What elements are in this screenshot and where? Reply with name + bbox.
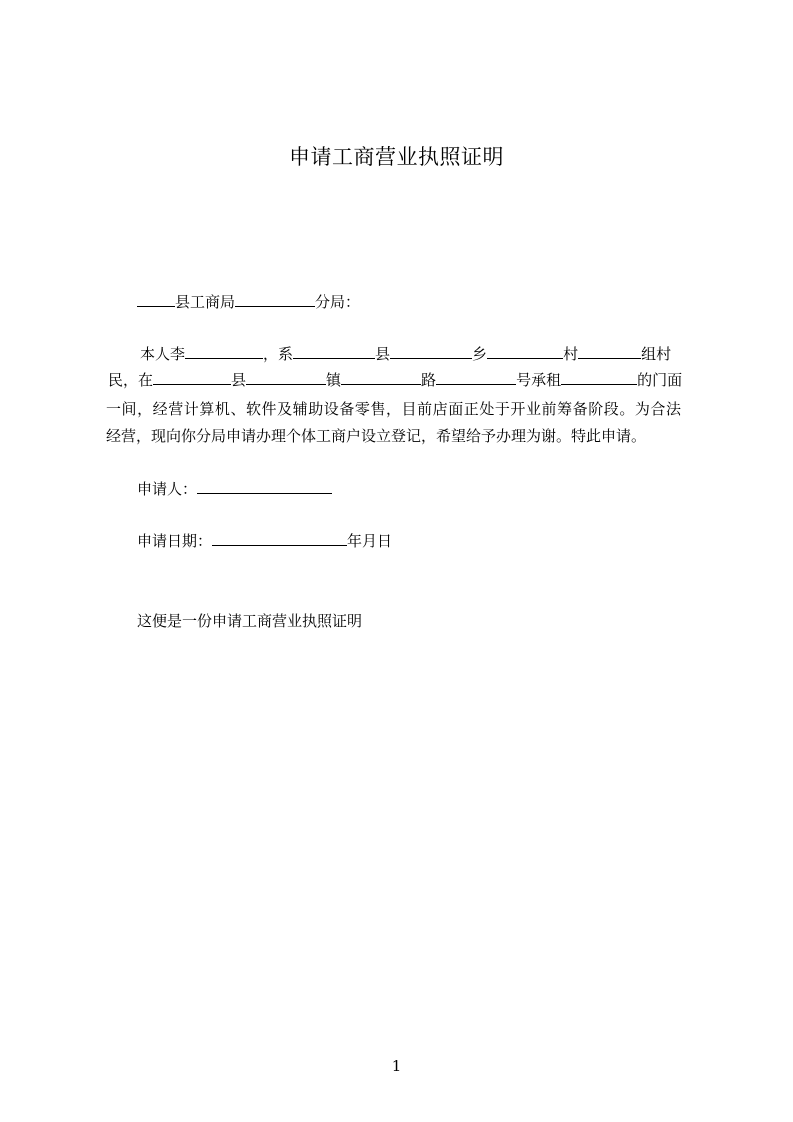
date-line (137, 531, 392, 551)
county-blank (153, 370, 231, 385)
body-line-4: 经营，现向你分局申请办理个体工商户设立登记，希望给予办理为谢。特此申请。 (106, 427, 647, 445)
applicant-line (137, 479, 332, 499)
footer-note: 这便是一份申请工商营业执照证明 (137, 612, 363, 630)
county-blank (293, 344, 375, 359)
applicant-label: 申请人： (137, 480, 198, 498)
branch-blank (235, 292, 315, 307)
body-text: 的门面 (637, 371, 683, 389)
body-text: 县 (231, 371, 247, 389)
body-text: 村 (563, 345, 579, 363)
salutation-county-bureau: 县工商局 (175, 293, 236, 311)
body-line-1 (140, 344, 671, 364)
name-blank (185, 344, 263, 359)
page-number: 1 (391, 1057, 402, 1075)
body-text: 民，在 (108, 371, 154, 389)
body-text: 乡 (472, 345, 488, 363)
body-line-3: 一间，经营计算机、软件及辅助设备零售，目前店面正处于开业前筹备阶段。为合法 (106, 400, 681, 418)
group-blank (578, 344, 641, 359)
county-blank (137, 292, 175, 307)
body-text: 组村 (641, 345, 672, 363)
document-title: 申请工商营业执照证明 (289, 145, 504, 169)
body-text: 号承租 (516, 371, 562, 389)
road-blank (341, 370, 421, 385)
body-text: 镇 (326, 371, 342, 389)
date-suffix: 年月日 (347, 532, 393, 550)
date-blank (212, 531, 347, 546)
township-blank (390, 344, 472, 359)
number-blank (436, 370, 516, 385)
body-text: ，系 (263, 345, 294, 363)
salutation-branch: 分局： (315, 293, 361, 311)
salutation-line (137, 292, 360, 312)
shop-owner-blank (561, 370, 637, 385)
body-text: 路 (421, 371, 437, 389)
date-label: 申请日期： (137, 532, 213, 550)
town-blank (246, 370, 326, 385)
body-line-2 (108, 370, 682, 390)
body-text: 县 (375, 345, 391, 363)
village-blank (487, 344, 563, 359)
applicant-blank (197, 479, 332, 494)
body-text: 本人李 (140, 345, 186, 363)
